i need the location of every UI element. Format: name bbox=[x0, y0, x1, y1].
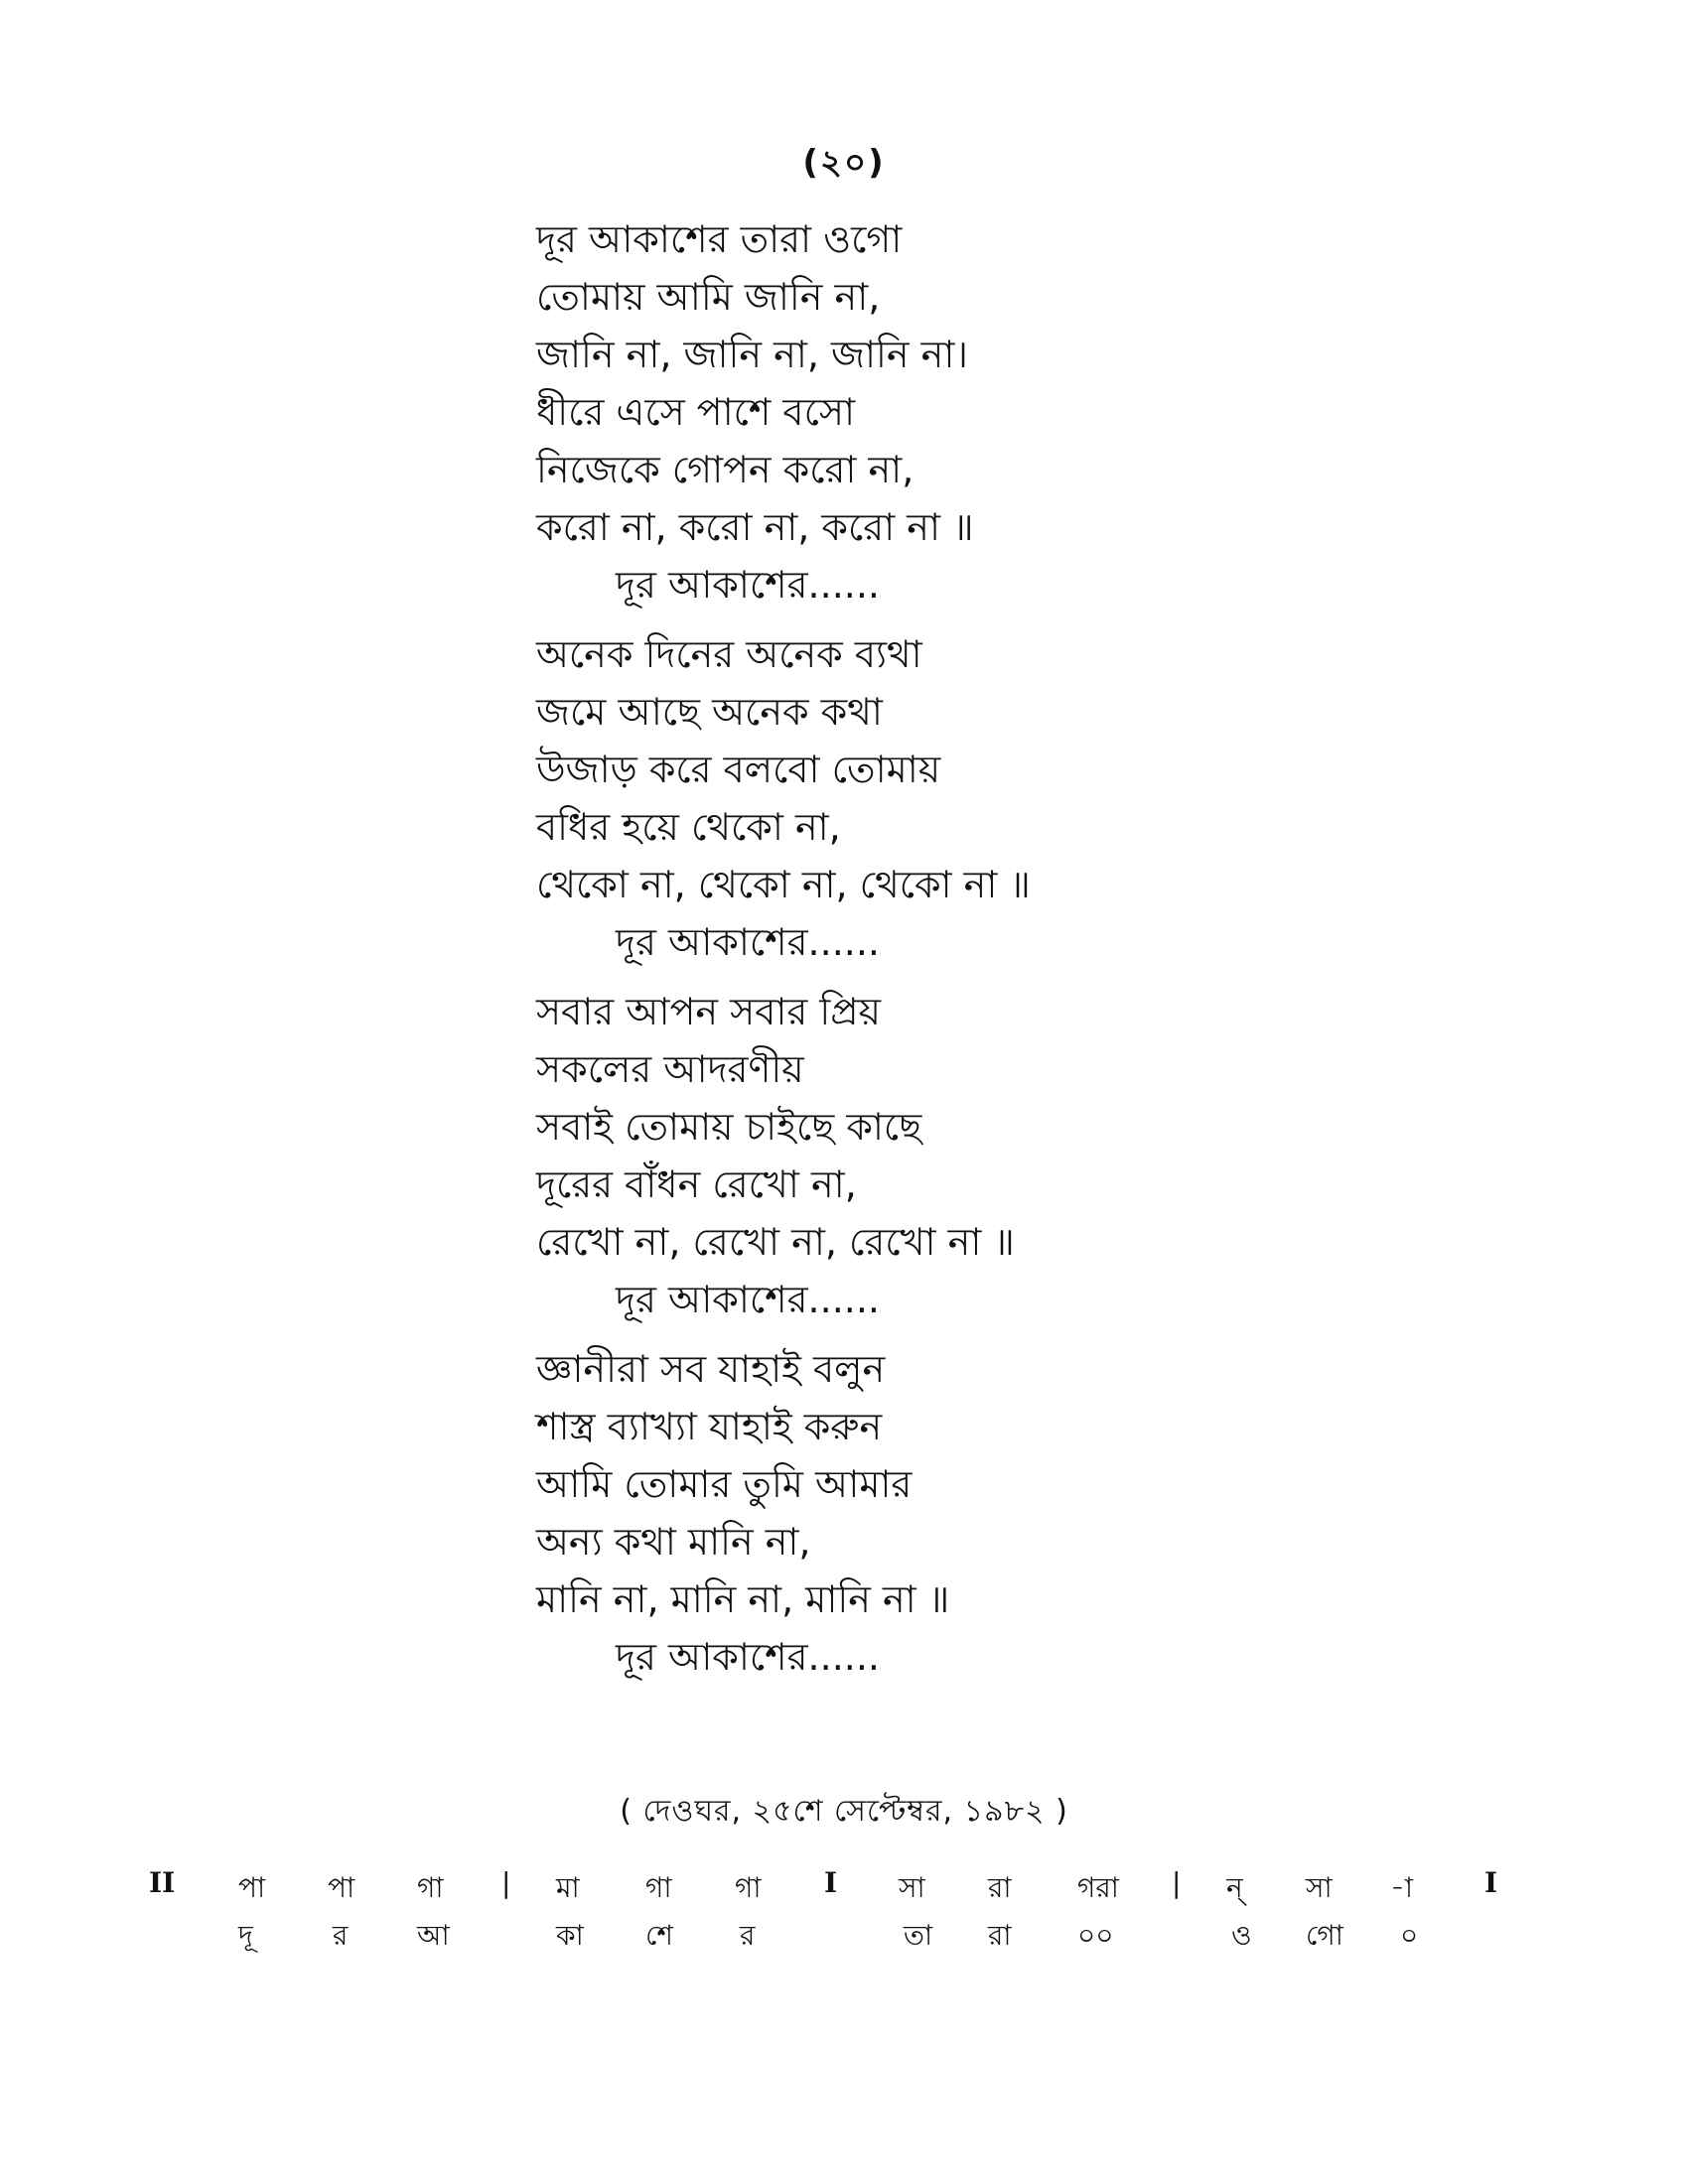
stanza-1 bbox=[536, 210, 1430, 614]
poem-line: সবাই তোমায় চাইছে কাছে bbox=[536, 1105, 922, 1149]
poem-line: দূর আকাশের তারা ওগো bbox=[536, 217, 903, 261]
bar-mark: II bbox=[149, 1866, 176, 1899]
swara-row bbox=[149, 1866, 1539, 1910]
poem-line: অন্য কথা মানি না, bbox=[536, 1520, 811, 1564]
lyric-syllable: গো bbox=[1306, 1919, 1343, 1952]
poem-line: রেখো না, রেখো না, রেখো না ॥ bbox=[536, 1220, 1015, 1264]
swaralipi-notation bbox=[149, 1866, 1539, 1976]
swara-note: গা bbox=[645, 1871, 672, 1904]
lyric-syllable: র bbox=[740, 1919, 756, 1952]
poem-line: থেকো না, থেকো না, থেকো না ॥ bbox=[536, 863, 1031, 906]
poem-line: তোমায় আমি জানি না, bbox=[536, 275, 881, 319]
lyric-syllable: ০ bbox=[1400, 1919, 1419, 1952]
poem-line: জ্ঞানীরা সব যাহাই বলুন bbox=[536, 1347, 886, 1391]
lyric-syllable: ০০ bbox=[1077, 1919, 1114, 1952]
lyrics-row bbox=[149, 1914, 1539, 1958]
lyric-syllable: র bbox=[333, 1919, 349, 1952]
lyric-syllable: তা bbox=[904, 1919, 933, 1952]
poem-line: দূরের বাঁধন রেখো না, bbox=[536, 1162, 857, 1206]
stanza-2 bbox=[536, 625, 1430, 971]
lyric-syllable: কা bbox=[556, 1919, 584, 1952]
poem-line: অনেক দিনের অনেক ব্যথা bbox=[536, 632, 922, 676]
poem-line: করো না, করো না, করো না ॥ bbox=[536, 505, 974, 549]
refrain-line: দূর আকাশের...... bbox=[616, 1278, 881, 1321]
poem-line: উজাড় করে বলবো তোমায় bbox=[536, 748, 941, 791]
stanza-3 bbox=[536, 983, 1430, 1328]
swara-note: -া bbox=[1390, 1871, 1414, 1904]
lyric-syllable: ও bbox=[1231, 1919, 1252, 1952]
poem-line: আমি তোমার তুমি আমার bbox=[536, 1462, 913, 1506]
swara-note: গরা bbox=[1077, 1871, 1119, 1904]
swara-note: সা bbox=[899, 1871, 925, 1904]
poem-line: জানি না, জানি না, জানি না। bbox=[536, 333, 968, 376]
swara-note: ন্ bbox=[1226, 1871, 1243, 1904]
poem-line: ধীরে এসে পাশে বসো bbox=[536, 390, 855, 434]
bar-mark: I bbox=[1484, 1866, 1498, 1899]
poem bbox=[536, 210, 1430, 1686]
bar-mark: | bbox=[501, 1866, 511, 1899]
stanza-4 bbox=[536, 1340, 1430, 1686]
page-number: (২০) bbox=[802, 143, 886, 183]
lyric-syllable: রা bbox=[988, 1919, 1012, 1952]
poem-line: নিজেকে গোপন করো না, bbox=[536, 448, 914, 491]
dateline: ( দেওঘর, ২৫শে সেপ্টেম্বর, ১৯৮২ ) bbox=[620, 1794, 1068, 1829]
swara-note: সা bbox=[1306, 1871, 1333, 1904]
bar-mark: I bbox=[824, 1866, 838, 1899]
lyric-syllable: দূ bbox=[238, 1919, 253, 1952]
lyric-syllable: আ bbox=[417, 1919, 450, 1952]
poem-line: বধির হয়ে থেকো না, bbox=[536, 805, 841, 849]
poem-line: সকলের আদরণীয় bbox=[536, 1047, 804, 1091]
swara-note: পা bbox=[238, 1871, 266, 1904]
refrain-line: দূর আকাশের...... bbox=[616, 563, 881, 607]
refrain-line: দূর আকাশের...... bbox=[616, 920, 881, 964]
swara-note: গা bbox=[417, 1871, 444, 1904]
swara-note: পা bbox=[328, 1871, 355, 1904]
poem-line: মানি না, মানি না, মানি না ॥ bbox=[536, 1577, 950, 1621]
lyric-syllable: শে bbox=[645, 1919, 673, 1952]
poem-line: জমে আছে অনেক কথা bbox=[536, 690, 883, 734]
swara-note: গা bbox=[735, 1871, 762, 1904]
refrain-line: দূর আকাশের...... bbox=[616, 1635, 881, 1679]
swara-note: মা bbox=[556, 1871, 580, 1904]
swara-note: রা bbox=[988, 1871, 1012, 1904]
bar-mark: | bbox=[1172, 1866, 1182, 1899]
poem-line: সবার আপন সবার প্রিয় bbox=[536, 990, 882, 1033]
poem-line: শাস্ত্র ব্যাখ্যা যাহাই করুন bbox=[536, 1405, 883, 1448]
